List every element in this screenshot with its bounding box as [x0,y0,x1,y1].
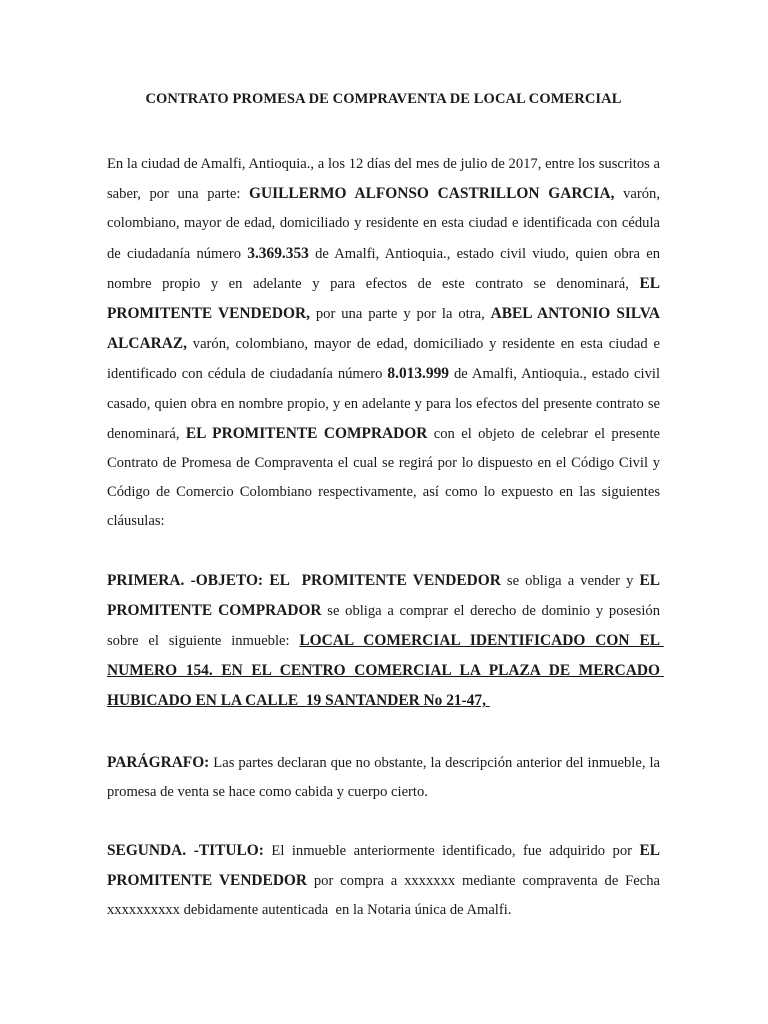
clause-paragrafo [107,748,660,807]
seller-id-number: 3.369.353 [247,244,309,262]
clause-segunda-text-2: por compra a xxxxxxx mediante compraventa de Fecha xxxxxxxxxx debidamente autenticada en la Notaria única de Amalfi. [107,873,664,919]
contract-title: CONTRATO PROMESA DE COMPRAVENTA DE LOCAL COMERCIAL [145,91,622,107]
intro-text-4: por una parte y por la otra, [309,306,491,323]
seller-name: GUILLERMO ALFONSO CASTRILLON GARCIA, [249,185,615,203]
intro-text-7: con el objeto de celebrar el presente Contrato de Promesa de Compraventa el cual se regirá por lo dispuesto en el Código Civil y Código de Comercio Colombiano respectivamente, así como lo expuesto en las siguientes cláusulas: [107,425,661,530]
intro-text-3: de Amalfi, Antioquia., estado civil viudo, quien obra en nombre propio y en adelante y para efectos de este contrato se denominará, [107,245,660,292]
clause-segunda-seller: EL PROMITENTE VENDEDOR [107,842,660,890]
intro-text-2: varón, colombiano, mayor de edad, domiciliado y residente en esta ciudad e identificada con cédula de ciudadanía número [107,186,660,262]
clause-segunda-text-1: El inmueble anteriormente identificado, fue adquirido por [263,843,640,860]
buyer-role: EL PROMITENTE COMPRADOR [185,424,428,442]
property-description: LOCAL COMERCIAL IDENTIFICADO CON EL NUMERO 154. EN EL CENTRO COMERCIAL LA PLAZA DE MERCADO HUBICADO EN LA CALLE 19 SANTANDER No 21-47, [107,632,664,710]
buyer-id-number: 8.013.999 [387,365,449,383]
intro-paragraph [107,150,660,537]
clause-primera [107,566,664,717]
clause-primera-heading: PRIMERA. -OBJETO: EL PROMITENTE VENDEDOR [107,571,501,589]
intro-text-5: varón, colombiano, mayor de edad, domiciliado y residente en esta ciudad e identificado con cédula de ciudadanía número [107,336,660,383]
seller-role: EL PROMITENTE VENDEDOR, [107,274,660,323]
clause-paragrafo-text: Las partes declaran que no obstante, la descripción anterior del inmueble, la promesa de venta se hace como cabida y cuerpo cierto. [107,754,660,800]
buyer-name: ABEL ANTONIO SILVA ALCARAZ, [107,305,661,353]
document-page [107,0,664,926]
intro-text-6: de Amalfi, Antioquia., estado civil casado, quien obra en nombre propio, y en adelante y para los efectos del presente contrato se denominará, [107,366,660,442]
clause-primera-text-2: se obliga a comprar el derecho de dominio y posesión sobre el siguiente inmueble: [107,602,660,650]
clause-primera-buyer: EL PROMITENTE COMPRADOR [107,571,660,619]
clause-segunda [107,836,664,926]
clause-primera-text-1: se obliga a vender y [500,572,640,589]
clause-segunda-heading: SEGUNDA. -TITULO: [107,842,264,860]
intro-text-1: En la ciudad de Amalfi, Antioquia., a los 12 días del mes de julio de 2017, entre los suscritos a saber, por una parte: [107,156,660,203]
clause-paragrafo-heading: PARÁGRAFO: [107,753,210,771]
